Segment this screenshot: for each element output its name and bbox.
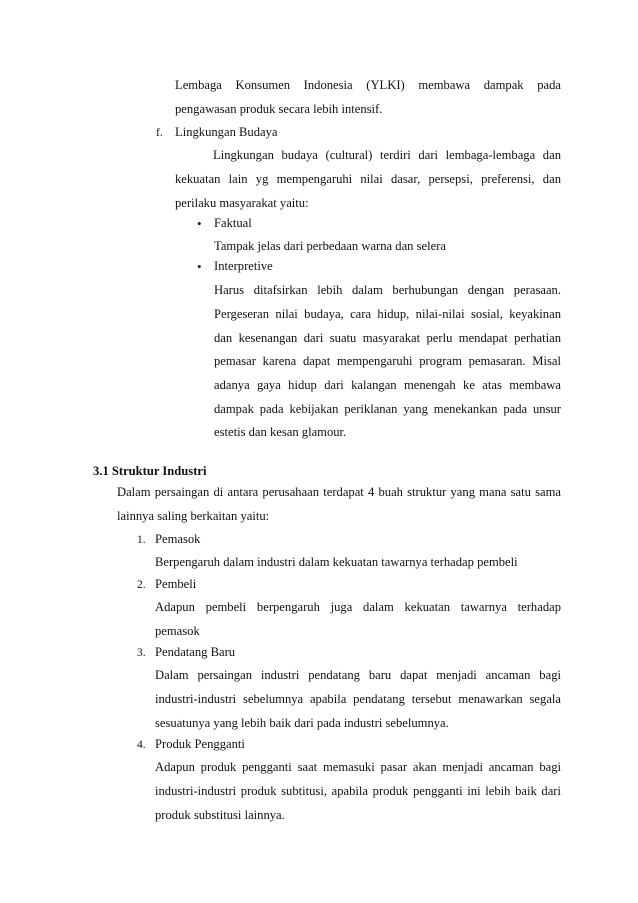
ylki-line-2: pengawasan produk secara lebih intensif. <box>175 102 383 116</box>
budaya-title: Lingkungan Budaya <box>175 125 278 139</box>
bullet-title-faktual: Faktual <box>214 216 252 230</box>
bullet-faktual-line-1: Tampak jelas dari perbedaan warna dan selera <box>214 239 446 253</box>
interpretive-line-4: pemasar karena dapat mempengaruhi program pemasaran. Misal <box>214 354 561 368</box>
item-pendatang-line-1: Dalam persaingan industri pendatang baru dapat menjadi ancaman bagi <box>155 668 561 682</box>
section-intro-line-1: Dalam persaingan di antara perusahaan terdapat 4 buah struktur yang mana satu sama <box>117 485 561 499</box>
bullet-icon: • <box>197 259 202 274</box>
item-pemasok-line-1: Berpengaruh dalam industri dalam kekuatan tawarnya terhadap pembeli <box>155 555 518 569</box>
item-pembeli-line-2: pemasok <box>155 624 200 638</box>
item-produk-line-3: produk substitusi lainnya. <box>155 808 285 822</box>
interpretive-line-1: Harus ditafsirkan lebih dalam berhubungan dengan perasaan. <box>214 283 561 297</box>
bullet-title-interpretive: Interpretive <box>214 259 273 273</box>
interpretive-line-3: dan kesenangan dari suatu masyarakat perlu mendapat perhatian <box>214 331 561 345</box>
interpretive-line-5: adanya gaya hidup dari kalangan menengah ke atas membawa <box>214 378 561 392</box>
list-number: 2. <box>137 579 146 591</box>
list-marker-f: f. <box>156 127 163 139</box>
section-intro-line-2: lainnya saling berkaitan yaitu: <box>117 509 270 523</box>
budaya-line-3: perilaku masyarakat yaitu: <box>175 196 309 210</box>
item-pendatang-line-3: sesuatunya yang lebih baik dari pada industri sebelumnya. <box>155 716 449 730</box>
ylki-line-1: Lembaga Konsumen Indonesia (YLKI) membawa dampak pada <box>175 78 561 92</box>
list-number: 1. <box>137 534 146 546</box>
item-title-produk-pengganti: Produk Pengganti <box>155 737 245 751</box>
item-title-pembeli: Pembeli <box>155 577 197 591</box>
item-produk-line-1: Adapun produk pengganti saat memasuki pasar akan menjadi ancaman bagi <box>155 760 561 774</box>
list-number: 3. <box>137 647 146 659</box>
bullet-icon: • <box>197 216 202 231</box>
interpretive-line-6: dampak pada kebijakan periklanan yang menekankan pada unsur <box>214 402 561 416</box>
item-produk-line-2: industri-industri produk subtitusi, apabila produk pengganti ini lebih baik dari <box>155 784 561 798</box>
budaya-line-1: Lingkungan budaya (cultural) terdiri dari lembaga-lembaga dan <box>213 148 561 162</box>
item-pendatang-line-2: industri-industri sebelumnya apabila pendatang tersebut menawarkan segala <box>155 692 561 706</box>
list-number: 4. <box>137 739 146 751</box>
item-title-pendatang-baru: Pendatang Baru <box>155 645 236 659</box>
item-title-pemasok: Pemasok <box>155 532 201 546</box>
interpretive-line-2: Pergeseran nilai budaya, cara hidup, nilai-nilai sosial, keyakinan <box>214 307 561 321</box>
section-heading: 3.1 Struktur Industri <box>93 464 207 478</box>
item-pembeli-line-1: Adapun pembeli berpengaruh juga dalam kekuatan tawarnya terhadap <box>155 600 561 614</box>
budaya-line-2: kekuatan lain yg mempengaruhi nilai dasar, persepsi, preferensi, dan <box>175 172 561 186</box>
interpretive-line-7: estetis dan kesan glamour. <box>214 425 347 439</box>
